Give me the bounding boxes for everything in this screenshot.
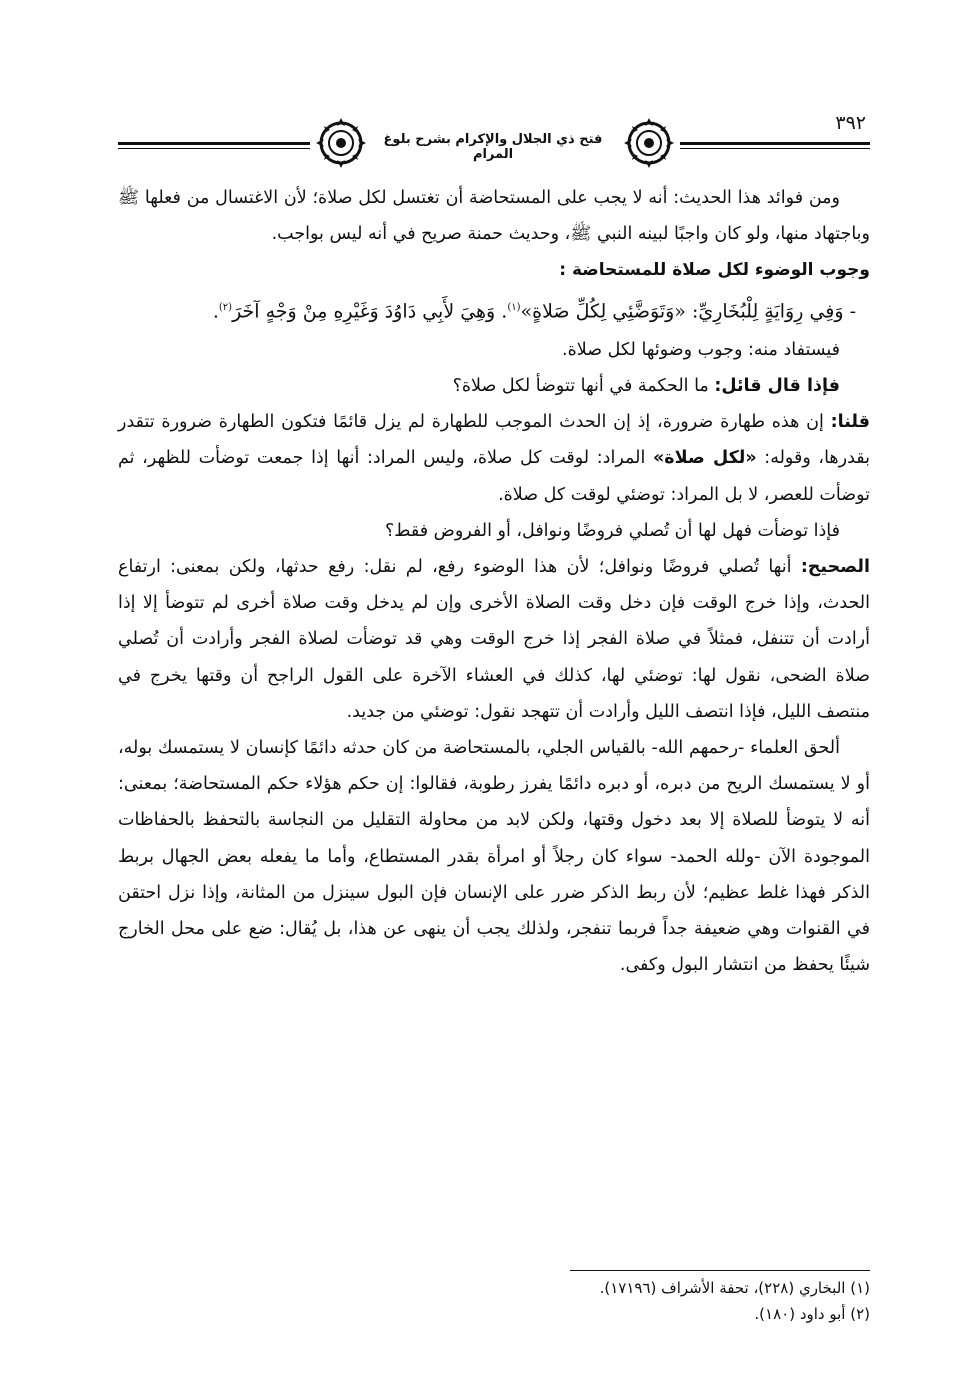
paragraph-benefit: فيستفاد منه: وجوب وضوئها لكل صلاة. <box>562 339 840 360</box>
ornament-left-icon <box>312 114 370 172</box>
footnote-ref-2: (٢) <box>218 302 233 314</box>
page-header <box>118 112 870 172</box>
header-rule-right-thin <box>680 148 870 149</box>
header-rule-left-thin <box>118 148 310 149</box>
page-body <box>118 180 870 983</box>
hadith-part-2: . وَهِيَ لأَبِي دَاوُدَ وَغَيْرِهِ مِنْ وَجْهٍ آخَرَ <box>232 300 508 323</box>
footnote-1: (١) البخاري (٢٢٨)، تحفة الأشراف (١٧١٩٦). <box>599 1279 870 1297</box>
footnotes <box>118 1275 870 1327</box>
hadith-text <box>118 288 870 331</box>
page-number: ٣٩٢ <box>835 112 866 134</box>
answer-text-2: المراد: لوقت كل صلاة، وليس المراد: أنها إذا جمعت توضأت للظهر، ثم توضأت للعصر، لا بل المراد: توضئي لوقت كل صلاة. <box>118 448 870 505</box>
correct-lead: الصحيح: <box>800 556 870 577</box>
ornament-right-icon <box>620 114 678 172</box>
question-lead: فإذا قال قائل: <box>714 375 840 396</box>
paragraph-benefits: ومن فوائد هذا الحديث: أنه لا يجب على المستحاضة أن تغتسل لكل صلاة؛ لأن الاغتسال من فعلها ﷺ وباجتهاد منها، ولو كان واجبًا لبينه النبي ﷺ، وحديث حمنة صريح في أنه ليس بواجب. <box>118 188 870 245</box>
answer-lead: قلنا: <box>830 412 870 433</box>
paragraph-correct <box>118 549 870 730</box>
header-rule-left <box>118 142 310 145</box>
hadith-end: . <box>212 300 219 323</box>
footnote-ref-1: (١) <box>507 302 521 314</box>
section-heading: وجوب الوضوء لكل صلاة للمستحاضة : <box>559 260 870 281</box>
paragraph-answer <box>118 404 870 513</box>
hadith-part-1: - وَفِي رِوَايَةٍ لِلْبُخَارِيِّ: «وَتَوَضَّئِي لِكُلِّ صَلاةٍ» <box>520 300 856 323</box>
paragraph-analogy: ألحق العلماء -رحمهم الله- بالقياس الجلي، بالمستحاضة من كان حدثه دائمًا كإنسان لا يستمسك بوله، أو لا يستمسك الريح من دبره، أو دبره دائمًا يفرز رطوبة، فقالوا: إن حكم هؤلاء حكم المستحاضة؛ بمعنى: أنه لا يتوضأ للصلاة إلا بعد دخول وقتها، ولكن لابد من محاولة التقليل من النجاسة بالتحفظ بالحفاظات الموجودة الآن -ولله الحمد- سواء كان رجلاً أو امرأة بقدر المستطاع، وأما ما يفعله بعض الجهال بربط الذكر فهذا غلط عظيم؛ لأن ربط الذكر ضرر على الإنسان فإن البول سينزل من المثانة، وإذا نزل احتقن في القنوات وهي ضعيفة جداً فربما تنفجر، ولذلك يجب أن ينهى عن هذا، بل يُقال: ضع على محل الخارج شيئًا يحفظ من انتشار البول وكفى. <box>118 737 870 976</box>
answer-text: إن هذه طهارة ضرورة، إذ إن الحدث الموجب للطهارة لم يزل قائمًا فتكون الطهارة ضرورة تتقدر بقدرها، وقوله: <box>118 412 870 469</box>
paragraph-question <box>118 368 870 404</box>
question-text: ما الحكمة في أنها تتوضأ لكل صلاة؟ <box>452 375 715 396</box>
paragraph-question-2: فإذا توضأت فهل لها أن تُصلي فروضًا ونوافل، أو الفروض فقط؟ <box>384 520 840 541</box>
footnote-divider <box>570 1270 870 1271</box>
answer-quote: «لكل صلاة» <box>652 448 757 469</box>
book-title: فتح ذي الجلال والإكرام بشرح بلوغ المرام <box>383 132 603 162</box>
header-rule-right <box>680 142 870 145</box>
correct-text: أنها تُصلي فروضًا ونوافل؛ لأن هذا الوضوء رفع، لم نقل: رفع حدثها، ولكن بمعنى: ارتفاع الحدث، وإذا خرج الوقت فإن دخل وقت الصلاة الأخرى وإن لم يدخل وقت صلاة أخرى لم تتوضأ إلا إذا أرادت أن تتنفل، فمثلاً في صلاة الفجر إذا خرج الوقت وهي قد توضأت لصلاة الفجر وأرادت أن تُصلي صلاة الضحى، نقول لها: توضئي لها، كذلك في العشاء الآخرة على القول الراجح أن وقتها يخرج في منتصف الليل، فإذا انتصف الليل وأرادت أن تتهجد نقول: توضئي من جديد. <box>118 556 870 722</box>
footnote-2: (٢) أبو داود (١٨٠). <box>754 1305 870 1323</box>
